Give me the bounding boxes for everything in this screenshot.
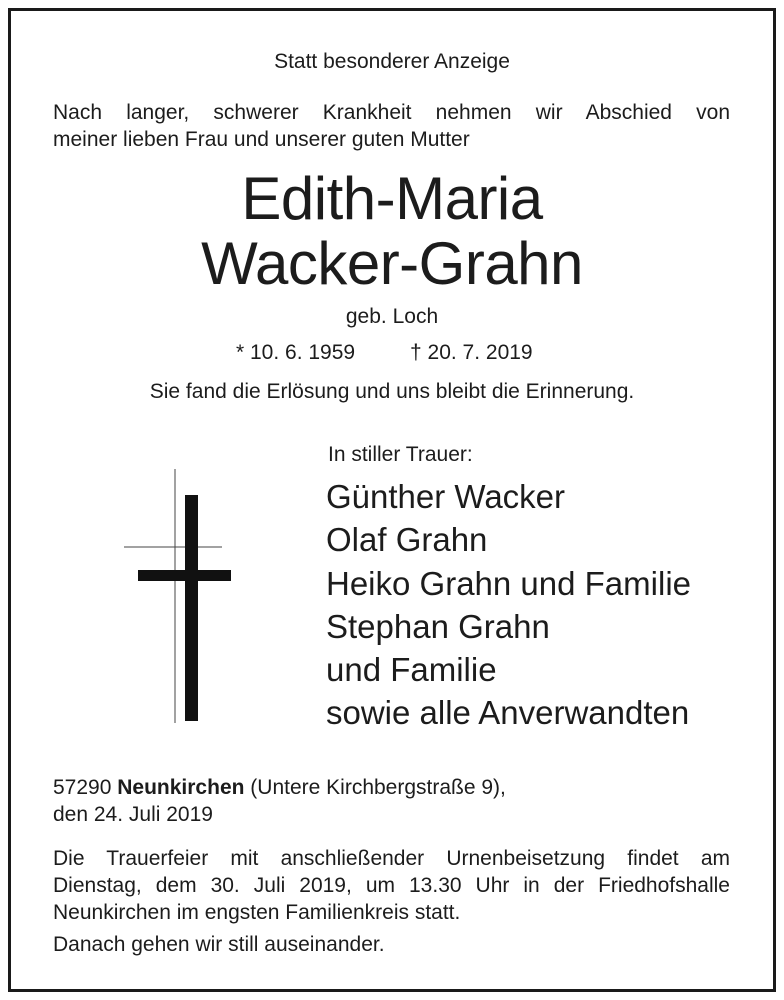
mourner-name: sowie alle Anverwandten [326, 694, 690, 731]
intro-line-1: Nach langer, schwerer Krankheit nehmen wir Abschied von [53, 101, 730, 124]
ceremony-line-1: Die Trauerfeier mit anschließender Urnenbeisetzung findet am [53, 847, 730, 870]
cross-icon [118, 465, 238, 727]
mourner-name: Olaf Grahn [326, 521, 488, 558]
birth-date: * 10. 6. 1959 [236, 341, 356, 364]
city: Neunkirchen [117, 776, 245, 799]
date-line: den 24. Juli 2019 [53, 803, 213, 826]
postcode: 57290 [53, 776, 112, 799]
mourner-name: Günther Wacker [326, 478, 566, 515]
quote: Sie fand die Erlösung und uns bleibt die Erinnerung. [149, 380, 635, 403]
mourner-name: und Familie [326, 651, 497, 688]
ceremony-line-3: Neunkirchen im engsten Familienkreis statt. [53, 901, 461, 924]
death-date: † 20. 7. 2019 [410, 341, 533, 364]
address-line [53, 774, 506, 801]
closing-note: Danach gehen wir still auseinander. [53, 933, 385, 956]
mourner-name: Stephan Grahn [326, 608, 550, 645]
ceremony-line-2: Dienstag, dem 30. Juli 2019, um 13.30 Uhr in der Friedhofshalle [53, 874, 730, 897]
mourners-label: In stiller Trauer: [328, 443, 473, 466]
street: (Untere Kirchbergstraße 9), [250, 776, 506, 799]
deceased-first-name: Edith-Maria [241, 165, 543, 232]
maiden-name: geb. Loch [345, 305, 439, 328]
mourner-name: Heiko Grahn und Familie [326, 565, 691, 602]
intro-line-2: meiner lieben Frau und unserer guten Mutter [53, 128, 470, 151]
header-notice: Statt besonderer Anzeige [274, 50, 510, 73]
deceased-last-name: Wacker-Grahn [201, 230, 583, 297]
